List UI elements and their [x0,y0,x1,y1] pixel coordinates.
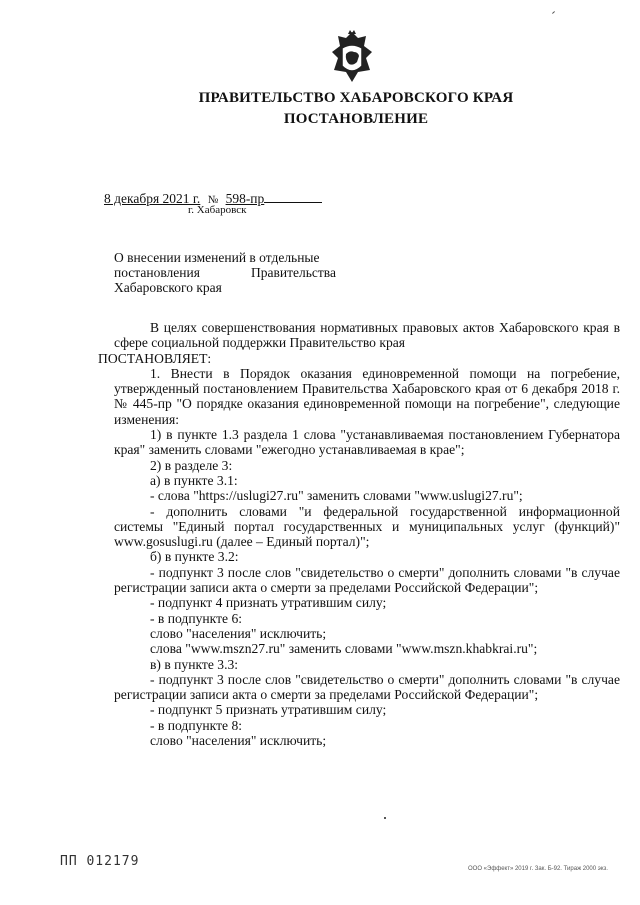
body-paragraph: В целях совершенствования нормативных правовых актов Хабаровского края в сфере социальной поддержки Правительство края [114,320,620,351]
body-paragraph: б) в пункте 3.2: [150,549,239,565]
body-paragraph: 2) в разделе 3: [150,457,233,473]
body-paragraph: в) в пункте 3.3: [150,656,239,672]
printer-imprint: ООО «Эффект» 2019 г. Зак. Б-92. Тираж 2000 экз. [468,866,608,872]
scan-speck [384,817,386,819]
body-paragraph: - подпункт 4 признать утратившим силу; [150,595,387,611]
document-type-heading: ПОСТАНОВЛЕНИЕ [283,111,429,127]
city-label: г. Хабаровск [188,204,247,216]
scan-speck [552,11,555,14]
body-paragraph: - в подпункте 6: [150,610,243,626]
government-heading: ПРАВИТЕЛЬСТВО ХАБАРОВСКОГО КРАЯ [198,90,514,106]
subject-line: Хабаровского края [114,280,222,295]
body-paragraph: - подпункт 5 признать утратившим силу; [150,702,387,718]
decree-subject [114,250,336,295]
decree-date: 8 декабря 2021 г. [104,191,201,206]
body-paragraph: - дополнить словами "и федеральной государственной информационной системы "Единый портал государственных и муниципальных услуг (функций)" www.gosuslugi.ru (далее – Единый портал)"; [114,503,620,550]
decree-number: 598-пр [225,191,265,206]
decree-body [98,320,620,749]
body-paragraph: - подпункт 3 после слов "свидетельство о смерти" дополнить словами "в случае регистрации записи акта о смерти за пределами Российской Федерации"; [114,564,620,596]
body-paragraph: а) в пункте 3.1: [150,472,238,488]
body-paragraph: - в подпункте 8: [150,717,243,733]
serial-number: ПП 012179 [60,854,140,869]
body-paragraph: 1) в пункте 1.3 раздела 1 слова "устанавливаемая постановлением Губернатора края" заменить словами "ежегодно устанавливаемая в крае"; [114,427,620,458]
body-paragraph: 1. Внести в Порядок оказания единовременной помощи на погребение, утвержденный постановлением Правительства Хабаровского края от 6 декабря 2018 г. № 445-пр "О порядке оказания единовременной помощи на погребение", следующие изменения: [114,365,620,427]
number-sign: № [207,194,219,206]
coat-of-arms-icon [328,28,376,90]
body-paragraph: - подпункт 3 после слов "свидетельство о смерти" дополнить словами "в случае регистрации записи акта о смерти за пределами Российской Федерации"; [114,671,620,703]
body-paragraph: - слова "https://uslugi27.ru" заменить словами "www.uslugi27.ru"; [150,488,523,504]
body-paragraph: слово "населения" исключить; [150,625,327,641]
number-underline [264,190,322,203]
subject-line: О внесении изменений в отдельные [114,250,320,265]
body-paragraph: слова "www.mszn27.ru" заменить словами "www.mszn.khabkrai.ru"; [150,641,538,657]
subject-line: постановления Правительства [114,265,336,280]
body-paragraph: ПОСТАНОВЛЯЕТ: [98,350,212,366]
body-paragraph: слово "населения" исключить; [150,733,327,749]
